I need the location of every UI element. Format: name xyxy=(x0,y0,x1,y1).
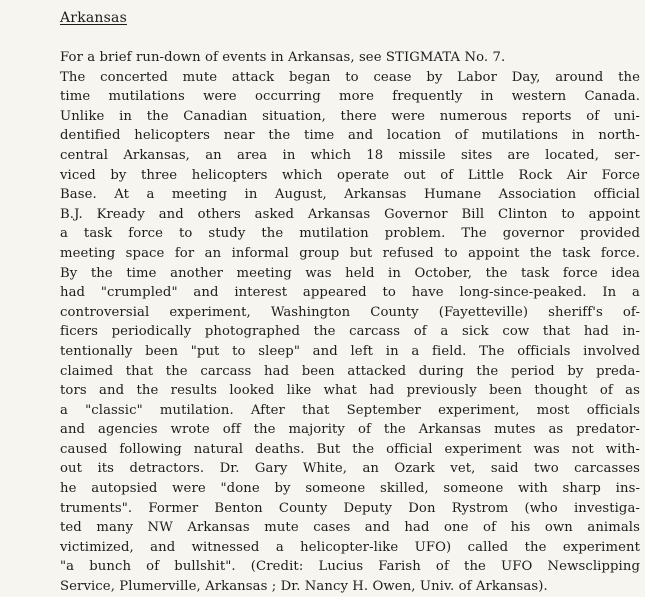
paragraph-line: meeting space for an informal group but refused to appoint the task force. xyxy=(60,245,640,261)
paragraph-line: central Arkansas, an area in which 18 missile sites are located, ser- xyxy=(60,147,640,163)
paragraph-line: Unlike in the Canadian situation, there were numerous reports of uni- xyxy=(60,108,640,124)
section-heading: Arkansas xyxy=(60,10,127,26)
paragraph-line: victimized, and witnessed a helicopter-like UFO) called the experiment xyxy=(60,539,640,555)
paragraph-line: dentified helicopters near the time and location of mutilations in north- xyxy=(60,128,640,144)
paragraph-line: controversial experiment, Washington County (Fayetteville) sheriff's of- xyxy=(60,304,640,320)
paragraph-line: tors and the results looked like what had previously been thought of as xyxy=(60,383,640,399)
paragraph-line: claimed that the carcass had been attacked during the period by preda- xyxy=(60,363,640,379)
paragraph-line: and agencies wrote off the majority of the Arkansas mutes as predator- xyxy=(60,422,640,438)
body-paragraph xyxy=(60,48,640,597)
paragraph-line: By the time another meeting was held in October, the task force idea xyxy=(60,265,640,281)
paragraph-line: out its detractors. Dr. Gary White, an Ozark vet, said two carcasses xyxy=(60,461,640,477)
paragraph-line: Service, Plumerville, Arkansas ; Dr. Nancy H. Owen, Univ. of Arkansas). xyxy=(60,579,548,595)
paragraph-line: truments". Former Benton County Deputy Don Rystrom (who investiga- xyxy=(60,500,640,516)
paragraph-line: B.J. Kready and others asked Arkansas Governor Bill Clinton to appoint xyxy=(60,206,640,222)
paragraph-line: time mutilations were occurring more frequently in western Canada. xyxy=(60,89,640,105)
paragraph-line: ted many NW Arkansas mute cases and had one of his own animals xyxy=(60,520,640,536)
paragraph-line: tentionally been "put to sleep" and left in a field. The officials involved xyxy=(60,343,640,359)
paragraph-line: he autopsied were "done by someone skilled, someone with sharp ins- xyxy=(60,481,640,497)
paragraph-line: viced by three helicopters which operate out of Little Rock Air Force xyxy=(60,167,640,183)
paragraph-line: "a bunch of bullshit". (Credit: Lucius Farish of the UFO Newsclipping xyxy=(60,559,640,575)
paragraph-line: caused following natural deaths. But the official experiment was not with- xyxy=(60,441,640,457)
paragraph-line: a "classic" mutilation. After that September experiment, most officials xyxy=(60,402,640,418)
paragraph-line: had "crumpled" and interest appeared to have long-since-peaked. In a xyxy=(60,285,640,301)
paragraph-line: Base. At a meeting in August, Arkansas Humane Association official xyxy=(60,187,640,203)
paragraph-line: ficers periodically photographed the carcass of a sick cow that had in- xyxy=(60,324,640,340)
paragraph-line: For a brief run-down of events in Arkansas, see STIGMATA No. 7. xyxy=(60,50,506,65)
paragraph-line: The concerted mute attack began to cease by Labor Day, around the xyxy=(60,69,640,85)
paragraph-line: a task force to study the mutilation problem. The governor provided xyxy=(60,226,640,242)
